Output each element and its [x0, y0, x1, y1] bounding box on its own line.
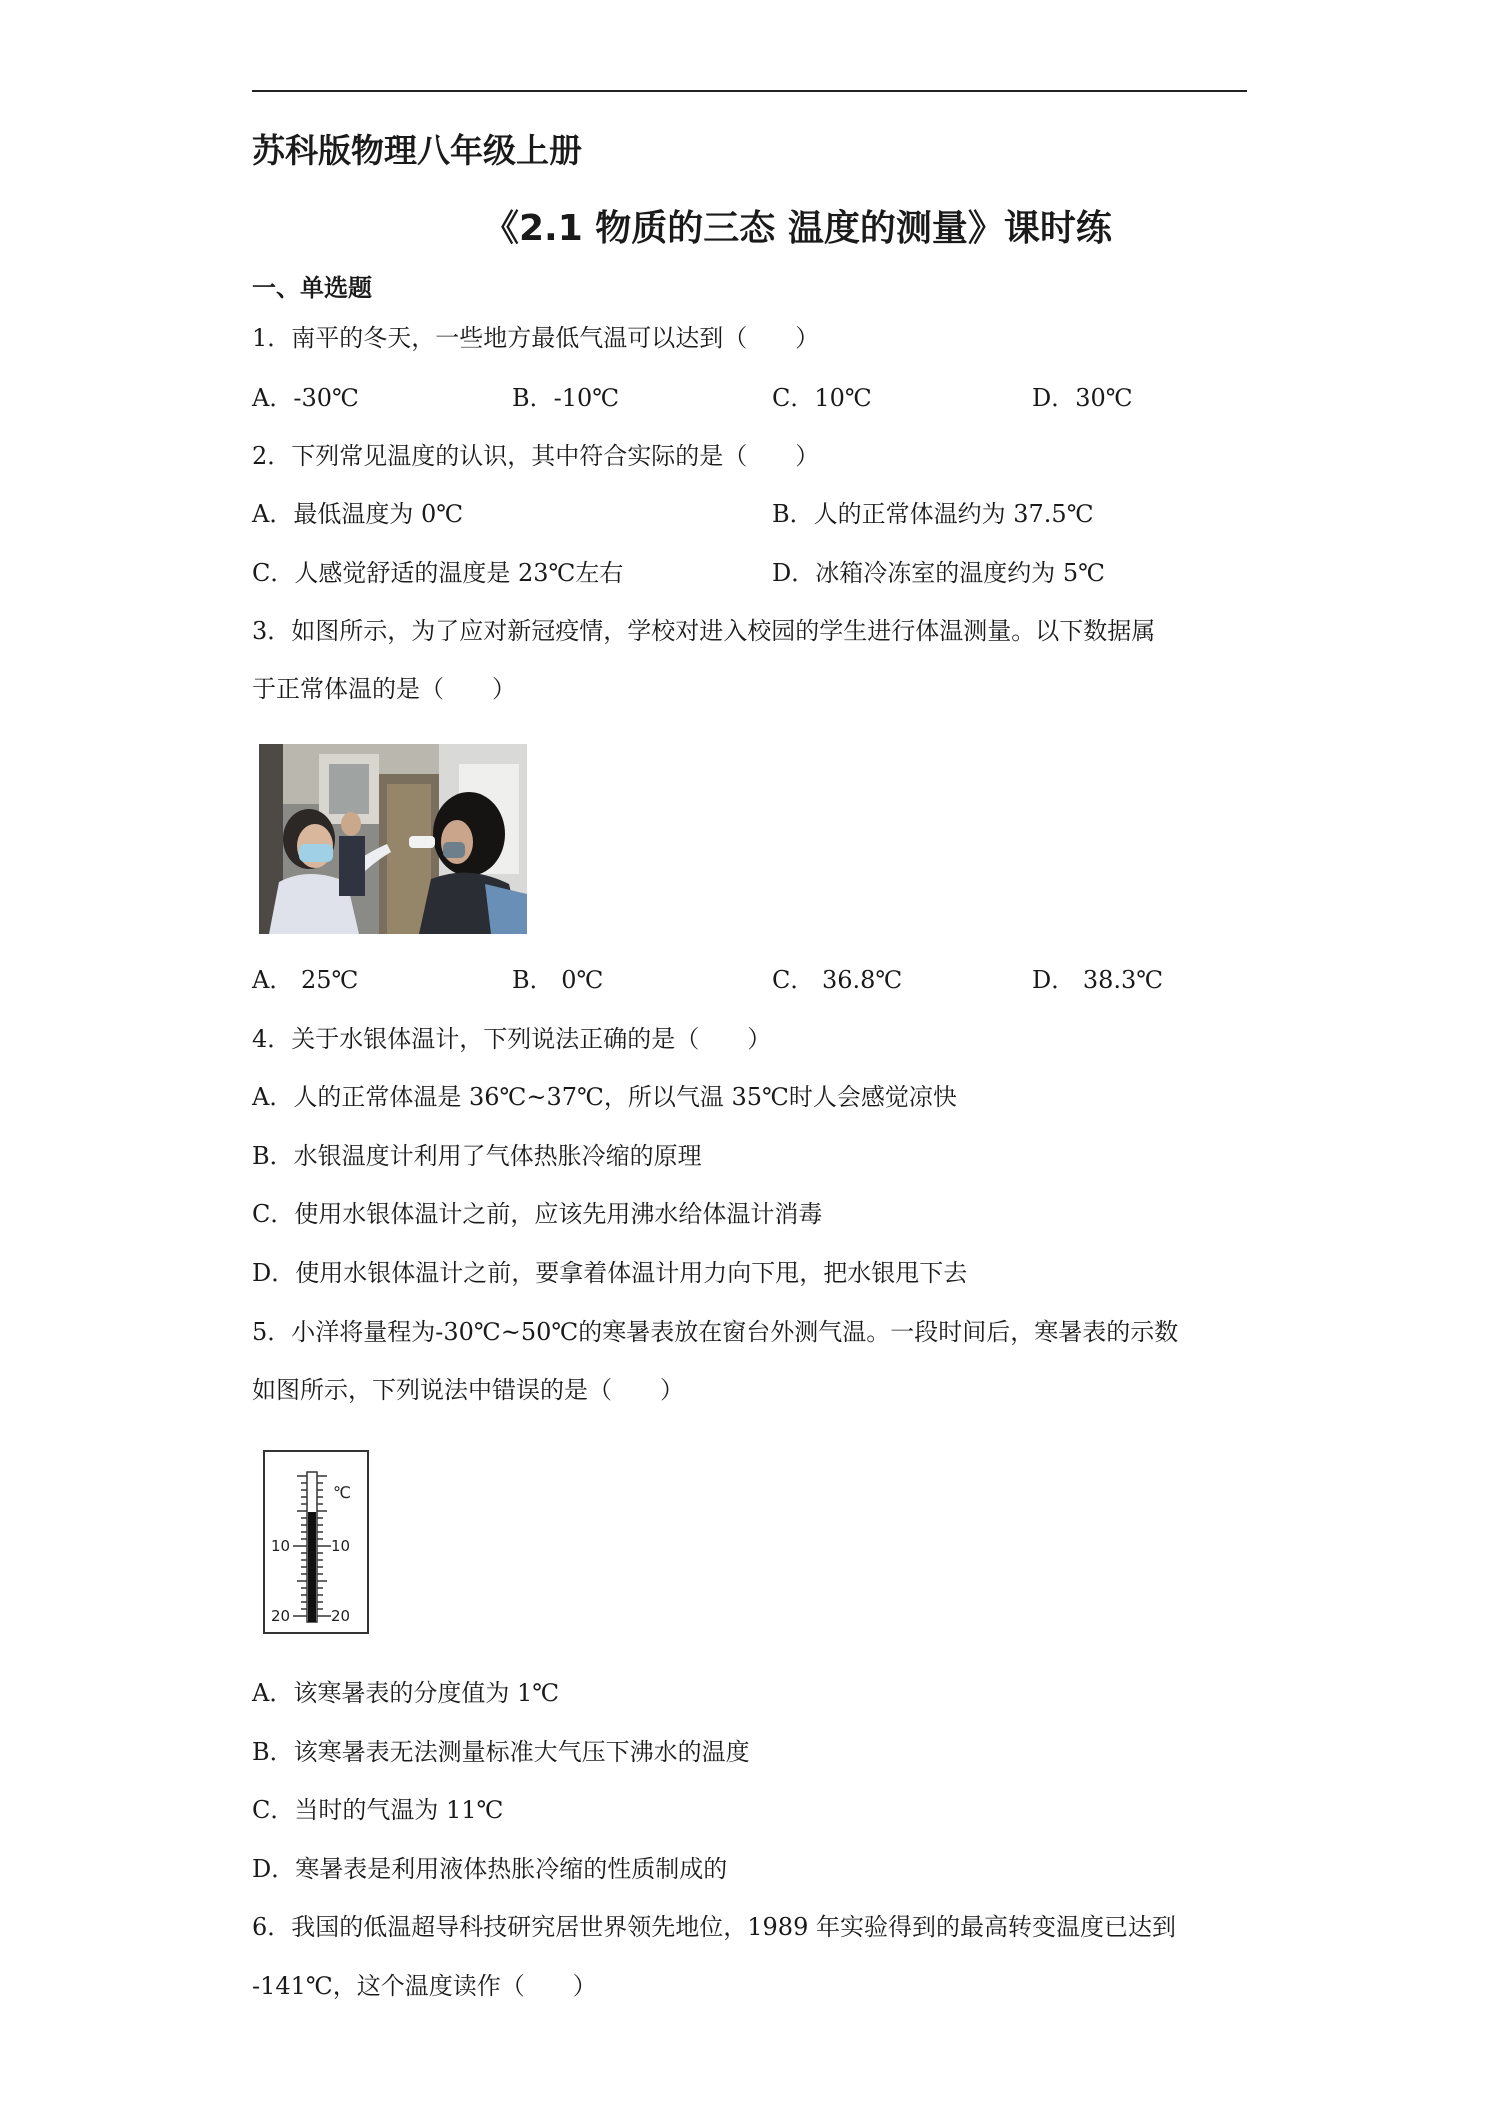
- question-6-stem-line-1: 6．我国的低温超导科技研究居世界领先地位，1989 年实验得到的最高转变温度已达到: [252, 1913, 1176, 1941]
- question-3-stem-line-2: 于正常体温的是（ ）: [252, 675, 516, 703]
- question-5-option-b: B．该寒暑表无法测量标准大气压下沸水的温度: [252, 1738, 750, 1766]
- question-6-stem-line-2: -141℃，这个温度读作（ ）: [252, 1972, 597, 2000]
- thermometer-left-label-20: 20: [271, 1607, 291, 1625]
- question-3-option-a: A． 25℃: [252, 966, 359, 994]
- question-1-option-a: A．-30℃: [252, 384, 359, 412]
- header-rule: [252, 90, 1247, 92]
- question-4-option-b: B．水银温度计利用了气体热胀冷缩的原理: [252, 1142, 702, 1170]
- question-1-stem: 1．南平的冬天，一些地方最低气温可以达到（ ）: [252, 324, 820, 352]
- question-1-option-b: B．-10℃: [512, 384, 620, 412]
- question-4-stem: 4．关于水银体温计，下列说法正确的是（ ）: [252, 1025, 772, 1053]
- question-2-option-b: B．人的正常体温约为 37.5℃: [772, 500, 1094, 528]
- thermometer-unit: ℃: [333, 1483, 351, 1502]
- question-2-option-c: C．人感觉舒适的温度是 23℃左右: [252, 559, 624, 587]
- question-5-stem-line-2: 如图所示，下列说法中错误的是（ ）: [252, 1376, 684, 1404]
- question-3-option-d: D． 38.3℃: [1032, 966, 1164, 994]
- question-5-option-d: D．寒暑表是利用液体热胀冷缩的性质制成的: [252, 1855, 728, 1883]
- thermometer-right-label-10: 10: [331, 1537, 351, 1555]
- book-title: 苏科版物理八年级上册: [252, 131, 582, 170]
- question-4-option-c: C．使用水银体温计之前，应该先用沸水给体温计消毒: [252, 1200, 823, 1228]
- question-3-stem-line-1: 3．如图所示，为了应对新冠疫情，学校对进入校园的学生进行体温测量。以下数据属: [252, 617, 1156, 645]
- question-2-option-d: D．冰箱冷冻室的温度约为 5℃: [772, 559, 1105, 587]
- question-5-option-a: A．该寒暑表的分度值为 1℃: [252, 1679, 560, 1707]
- question-3-option-c: C． 36.8℃: [772, 966, 903, 994]
- temperature-check-photo: [259, 744, 527, 934]
- question-1-option-c: C．10℃: [772, 384, 872, 412]
- question-2-stem: 2．下列常见温度的认识，其中符合实际的是（ ）: [252, 442, 820, 470]
- lesson-title: 《2.1 物质的三态 温度的测量》课时练: [483, 208, 1112, 249]
- question-4-option-d: D．使用水银体温计之前，要拿着体温计用力向下甩，把水银甩下去: [252, 1259, 968, 1287]
- thermometer-right-label-20: 20: [331, 1607, 351, 1625]
- question-4-option-a: A．人的正常体温是 36℃~37℃，所以气温 35℃时人会感觉凉快: [252, 1083, 957, 1111]
- question-2-option-a: A．最低温度为 0℃: [252, 500, 464, 528]
- thermometer-left-label-10: 10: [271, 1537, 291, 1555]
- question-3-option-b: B． 0℃: [512, 966, 604, 994]
- question-5-stem-line-1: 5．小洋将量程为-30℃~50℃的寒暑表放在窗台外测气温。一段时间后，寒暑表的示数: [252, 1318, 1179, 1346]
- section-title: 一、单选题: [252, 274, 372, 302]
- thermometer-figure: [263, 1450, 369, 1634]
- question-1-option-d: D．30℃: [1032, 384, 1133, 412]
- question-5-option-c: C．当时的气温为 11℃: [252, 1796, 504, 1824]
